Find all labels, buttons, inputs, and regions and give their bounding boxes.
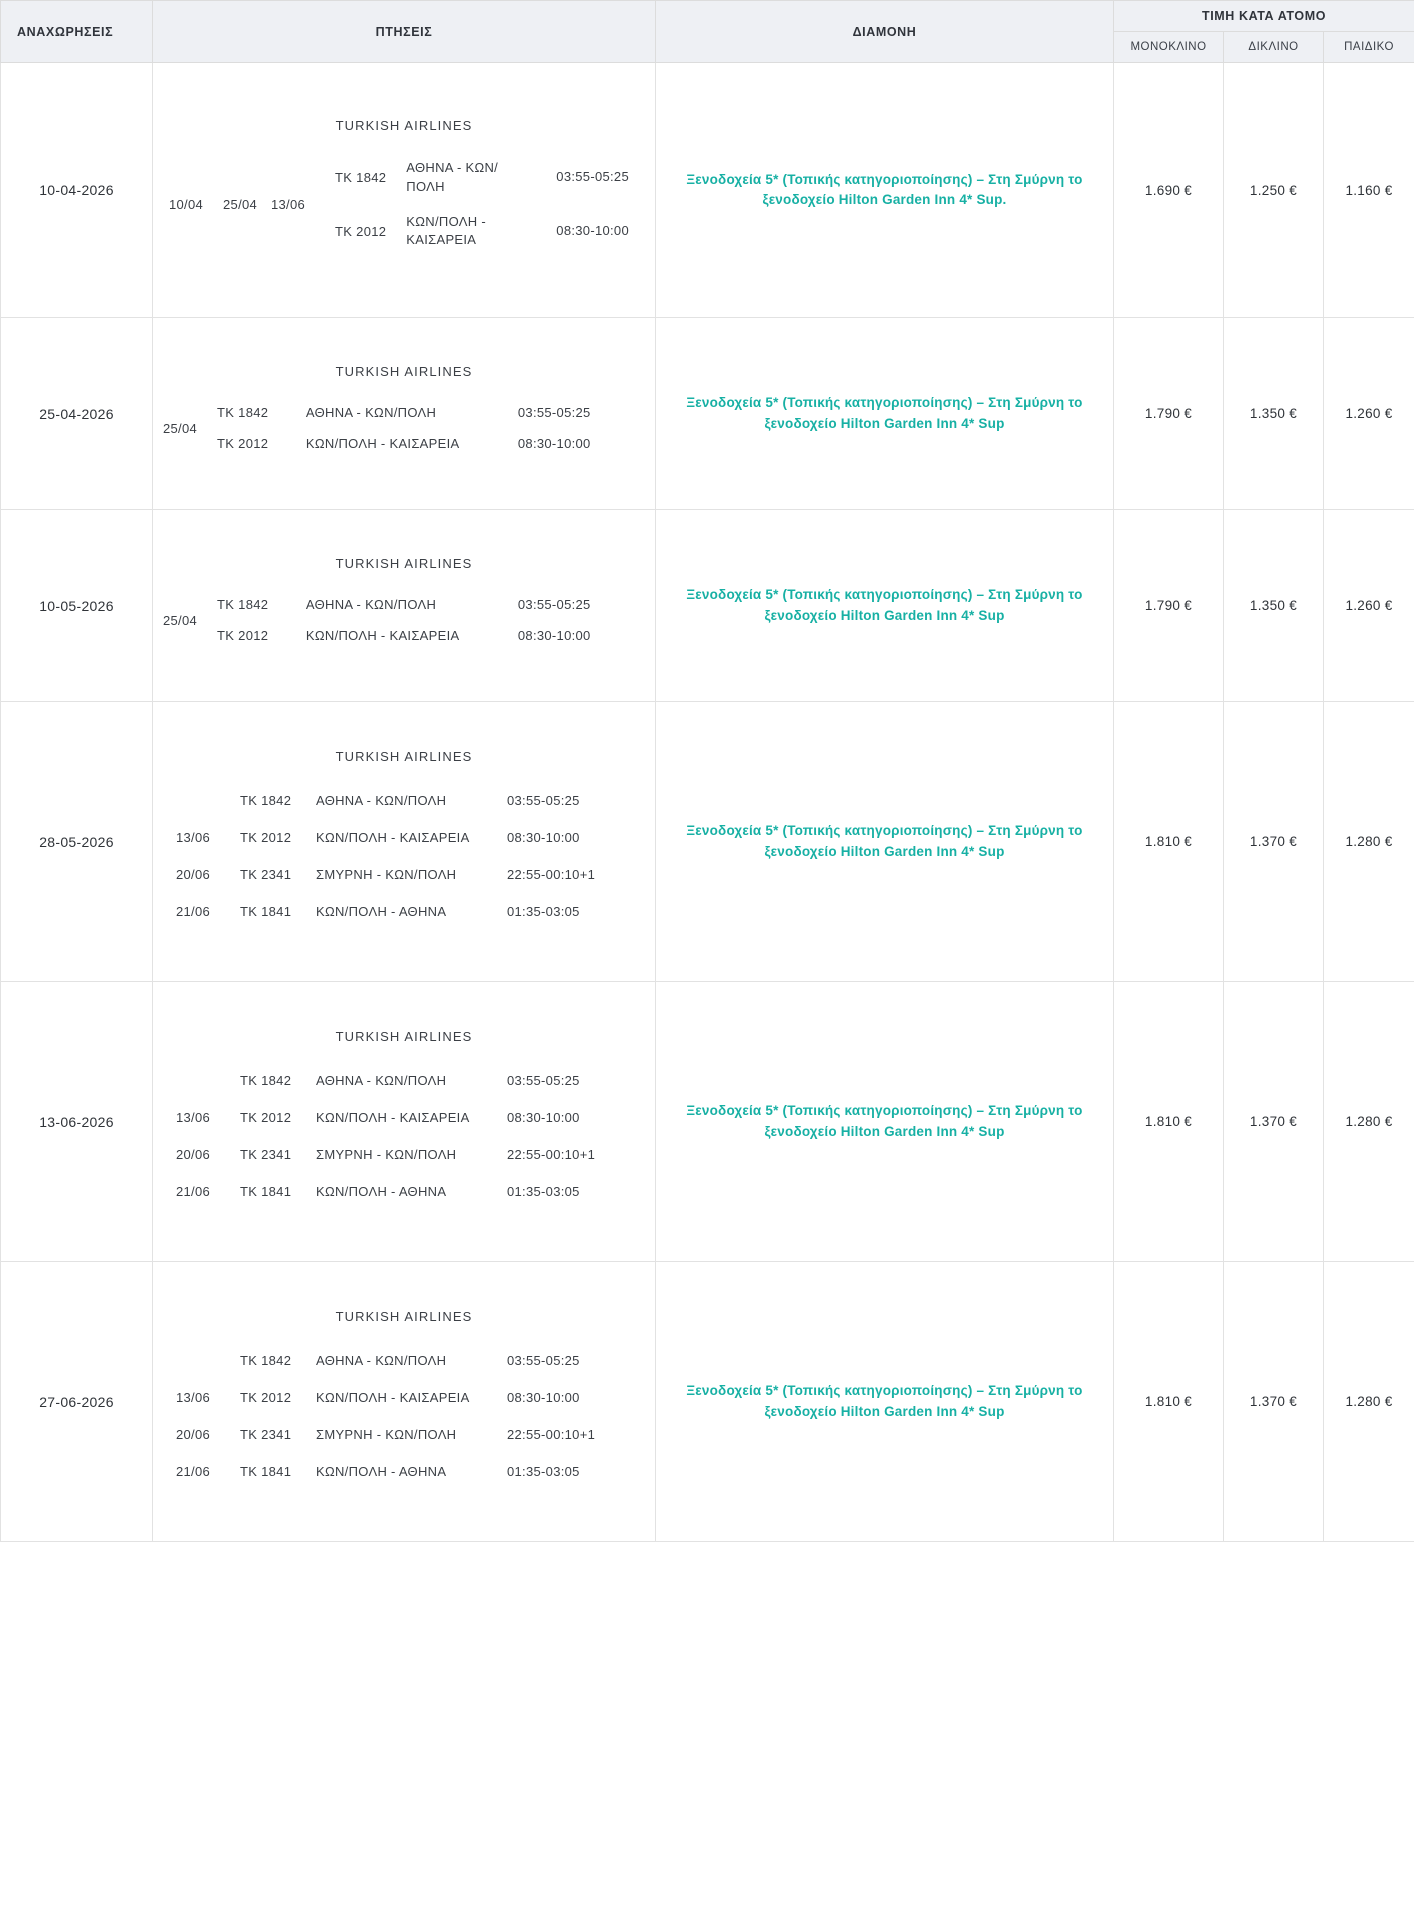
flight-code: TK 1842 — [335, 170, 387, 186]
flight-leg — [168, 893, 640, 930]
flight-dates-secondary — [223, 197, 315, 212]
flight-leg — [168, 1173, 640, 1210]
table-row — [1, 1262, 1414, 1542]
flight-code: TK 2012 — [240, 1110, 292, 1125]
flight-leg — [207, 620, 645, 651]
flight-date: 13/06 — [271, 197, 306, 212]
flight-route: ΑΘΗΝΑ - ΚΩΝ/ΠΟΛΗ — [406, 159, 499, 194]
cell-price-single: 1.790 € — [1114, 318, 1224, 510]
flight-legs — [168, 1342, 640, 1490]
flight-time: 03:55-05:25 — [507, 1073, 580, 1088]
flight-code: TK 2012 — [217, 436, 269, 451]
flight-date: 20/06 — [176, 867, 211, 882]
header-child: ΠΑΙΔΙΚΟ — [1324, 32, 1414, 63]
flight-date: 13/06 — [176, 1110, 211, 1125]
flight-route: ΚΩΝ/ΠΟΛΗ - ΚΑΙΣΑΡΕΙΑ — [406, 213, 486, 248]
flight-leg — [325, 205, 639, 259]
flight-date — [168, 1062, 232, 1099]
flight-date: 10/04 — [168, 197, 204, 212]
table-body — [1, 63, 1414, 1542]
flight-date — [168, 1342, 232, 1379]
header-single: ΜΟΝΟΚΛΙΝΟ — [1114, 32, 1224, 63]
flight-legs — [325, 151, 639, 258]
flight-dates — [169, 197, 213, 212]
table-row — [1, 63, 1414, 318]
flight-code: TK 1842 — [240, 793, 292, 808]
flight-code: TK 2341 — [240, 1427, 292, 1442]
header-price-group: ΤΙΜΗ ΚΑΤΑ ΑΤΟΜΟ — [1114, 1, 1414, 32]
flight-code: TK 1842 — [240, 1353, 292, 1368]
cell-price-child: 1.280 € — [1324, 982, 1414, 1262]
airline-name: TURKISH AIRLINES — [335, 117, 473, 133]
cell-accommodation: Ξενοδοχεία 5* (Τοπικής κατηγοριοποίησης) – Στη Σμύρνη το ξενοδοχείο Hilton Garden Inn 4* Sup — [656, 1262, 1114, 1542]
flight-date: 25/04 — [163, 612, 198, 628]
cell-price-child: 1.160 € — [1324, 63, 1414, 318]
flight-time: 01:35-03:05 — [507, 1184, 580, 1199]
flight-leg — [325, 151, 639, 205]
cell-flights — [153, 510, 656, 702]
flight-code: TK 2012 — [217, 628, 269, 643]
cell-departure: 13-06-2026 — [1, 982, 153, 1262]
flight-date: 21/06 — [176, 904, 211, 919]
flight-date: 25/04 — [223, 197, 258, 212]
flight-time: 03:55-05:25 — [507, 793, 580, 808]
flight-leg — [168, 1453, 640, 1490]
flight-leg — [207, 397, 645, 428]
flight-route: ΑΘΗΝΑ - ΚΩΝ/ΠΟΛΗ — [316, 793, 447, 808]
header-accommodation: ΔΙΑΜΟΝΗ — [656, 1, 1114, 63]
cell-price-single: 1.810 € — [1114, 1262, 1224, 1542]
cell-flights — [153, 63, 656, 318]
flight-date: 20/06 — [176, 1427, 211, 1442]
flight-code: TK 1841 — [240, 1464, 292, 1479]
header-double: ΔΙΚΛΙΝΟ — [1224, 32, 1324, 63]
cell-price-single: 1.690 € — [1114, 63, 1224, 318]
cell-flights — [153, 702, 656, 982]
flight-code: TK 1841 — [240, 904, 292, 919]
flight-route: ΚΩΝ/ΠΟΛΗ - ΚΑΙΣΑΡΕΙΑ — [316, 1390, 470, 1405]
cell-price-child: 1.260 € — [1324, 318, 1414, 510]
cell-departure: 10-05-2026 — [1, 510, 153, 702]
flight-route: ΚΩΝ/ΠΟΛΗ - ΑΘΗΝΑ — [316, 1464, 447, 1479]
flight-dates — [163, 421, 197, 436]
flight-date: 13/06 — [176, 830, 211, 845]
cell-price-child: 1.280 € — [1324, 1262, 1414, 1542]
flight-code: TK 1841 — [240, 1184, 292, 1199]
flight-leg — [168, 1342, 640, 1379]
airline-name: TURKISH AIRLINES — [335, 364, 473, 379]
flight-time: 03:55-05:25 — [517, 405, 591, 420]
cell-accommodation: Ξενοδοχεία 5* (Τοπικής κατηγοριοποίησης) – Στη Σμύρνη το ξενοδοχείο Hilton Garden Inn 4* Sup — [656, 982, 1114, 1262]
cell-price-double: 1.350 € — [1224, 318, 1324, 510]
flight-date: 21/06 — [176, 1464, 211, 1479]
flight-leg — [168, 1416, 640, 1453]
flight-date — [168, 782, 232, 819]
flight-route: ΑΘΗΝΑ - ΚΩΝ/ΠΟΛΗ — [305, 405, 437, 420]
flight-time: 08:30-10:00 — [507, 1110, 580, 1125]
flight-time: 22:55-00:10+1 — [507, 1427, 596, 1442]
cell-price-double: 1.370 € — [1224, 702, 1324, 982]
cell-price-child: 1.260 € — [1324, 510, 1414, 702]
flight-leg — [168, 1099, 640, 1136]
cell-price-single: 1.810 € — [1114, 982, 1224, 1262]
flight-code: TK 2012 — [240, 1390, 292, 1405]
flight-time: 01:35-03:05 — [507, 904, 580, 919]
flight-time: 03:55-05:25 — [556, 169, 629, 185]
cell-accommodation: Ξενοδοχεία 5* (Τοπικής κατηγοριοποίησης) – Στη Σμύρνη το ξενοδοχείο Hilton Garden Inn 4* Sup — [656, 510, 1114, 702]
table-head — [1, 1, 1414, 63]
cell-accommodation: Ξενοδοχεία 5* (Τοπικής κατηγοριοποίησης) – Στη Σμύρνη το ξενοδοχείο Hilton Garden Inn 4* Sup — [656, 702, 1114, 982]
flight-time: 03:55-05:25 — [507, 1353, 580, 1368]
cell-price-child: 1.280 € — [1324, 702, 1414, 982]
flight-legs — [168, 1062, 640, 1210]
flight-leg — [207, 428, 645, 459]
flight-route: ΣΜΥΡΝΗ - ΚΩΝ/ΠΟΛΗ — [316, 1427, 457, 1442]
flight-code: TK 1842 — [217, 405, 269, 420]
flight-leg — [168, 1379, 640, 1416]
table-row — [1, 318, 1414, 510]
table-row — [1, 982, 1414, 1262]
cell-price-single: 1.810 € — [1114, 702, 1224, 982]
flight-date: 13/06 — [176, 1390, 211, 1405]
flight-route: ΚΩΝ/ΠΟΛΗ - ΚΑΙΣΑΡΕΙΑ — [316, 830, 470, 845]
flight-time: 08:30-10:00 — [517, 628, 591, 643]
flight-time: 22:55-00:10+1 — [507, 1147, 596, 1162]
airline-name: TURKISH AIRLINES — [335, 749, 473, 764]
cell-departure: 10-04-2026 — [1, 63, 153, 318]
header-departures: ΑΝΑΧΩΡΗΣΕΙΣ — [1, 1, 153, 63]
flight-leg — [168, 1062, 640, 1099]
flight-time: 08:30-10:00 — [556, 222, 629, 238]
flight-route: ΚΩΝ/ΠΟΛΗ - ΚΑΙΣΑΡΕΙΑ — [316, 1110, 470, 1125]
cell-price-double: 1.370 € — [1224, 1262, 1324, 1542]
flight-route: ΑΘΗΝΑ - ΚΩΝ/ΠΟΛΗ — [316, 1073, 447, 1088]
flight-leg — [168, 856, 640, 893]
flight-legs — [168, 782, 640, 930]
cell-accommodation: Ξενοδοχεία 5* (Τοπικής κατηγοριοποίησης) – Στη Σμύρνη το ξενοδοχείο Hilton Garden Inn 4* Sup — [656, 318, 1114, 510]
cell-departure: 25-04-2026 — [1, 318, 153, 510]
flight-code: TK 2341 — [240, 867, 292, 882]
flight-route: ΣΜΥΡΝΗ - ΚΩΝ/ΠΟΛΗ — [316, 867, 457, 882]
flight-leg — [168, 782, 640, 819]
flight-route: ΚΩΝ/ΠΟΛΗ - ΑΘΗΝΑ — [316, 1184, 447, 1199]
cell-flights — [153, 1262, 656, 1542]
flight-leg — [168, 1136, 640, 1173]
flight-leg — [207, 589, 645, 620]
cell-price-single: 1.790 € — [1114, 510, 1224, 702]
flight-legs — [207, 589, 645, 651]
cell-flights — [153, 318, 656, 510]
flight-route: ΚΩΝ/ΠΟΛΗ - ΚΑΙΣΑΡΕΙΑ — [305, 628, 460, 643]
flight-dates — [163, 613, 197, 628]
flight-leg — [168, 819, 640, 856]
flight-route: ΚΩΝ/ΠΟΛΗ - ΚΑΙΣΑΡΕΙΑ — [305, 436, 460, 451]
airline-name: TURKISH AIRLINES — [335, 1029, 473, 1044]
cell-price-double: 1.250 € — [1224, 63, 1324, 318]
flight-route: ΣΜΥΡΝΗ - ΚΩΝ/ΠΟΛΗ — [316, 1147, 457, 1162]
flight-time: 08:30-10:00 — [507, 1390, 580, 1405]
flight-time: 01:35-03:05 — [507, 1464, 580, 1479]
flight-time: 08:30-10:00 — [517, 436, 591, 451]
flight-date: 20/06 — [176, 1147, 211, 1162]
flight-code: TK 2012 — [240, 830, 292, 845]
flight-time: 03:55-05:25 — [517, 597, 591, 612]
table-row — [1, 702, 1414, 982]
cell-departure: 28-05-2026 — [1, 702, 153, 982]
flight-time: 08:30-10:00 — [507, 830, 580, 845]
flight-code: TK 1842 — [217, 597, 269, 612]
flight-route: ΑΘΗΝΑ - ΚΩΝ/ΠΟΛΗ — [305, 597, 437, 612]
cell-price-double: 1.350 € — [1224, 510, 1324, 702]
flight-time: 22:55-00:10+1 — [507, 867, 596, 882]
flight-code: TK 2012 — [335, 223, 387, 239]
airline-name: TURKISH AIRLINES — [335, 556, 473, 571]
flight-code: TK 1842 — [240, 1073, 292, 1088]
flight-route: ΑΘΗΝΑ - ΚΩΝ/ΠΟΛΗ — [316, 1353, 447, 1368]
flight-date: 25/04 — [163, 420, 198, 436]
flight-code: TK 2341 — [240, 1147, 292, 1162]
airline-name: TURKISH AIRLINES — [335, 1309, 473, 1324]
flight-legs — [207, 397, 645, 459]
cell-price-double: 1.370 € — [1224, 982, 1324, 1262]
cell-departure: 27-06-2026 — [1, 1262, 153, 1542]
cell-flights — [153, 982, 656, 1262]
flight-route: ΚΩΝ/ΠΟΛΗ - ΑΘΗΝΑ — [316, 904, 447, 919]
header-flights: ΠΤΗΣΕΙΣ — [153, 1, 656, 63]
table-row — [1, 510, 1414, 702]
flight-date: 21/06 — [176, 1184, 211, 1199]
cell-accommodation: Ξενοδοχεία 5* (Τοπικής κατηγοριοποίησης) – Στη Σμύρνη το ξενοδοχείο Hilton Garden Inn 4* Sup. — [656, 63, 1114, 318]
